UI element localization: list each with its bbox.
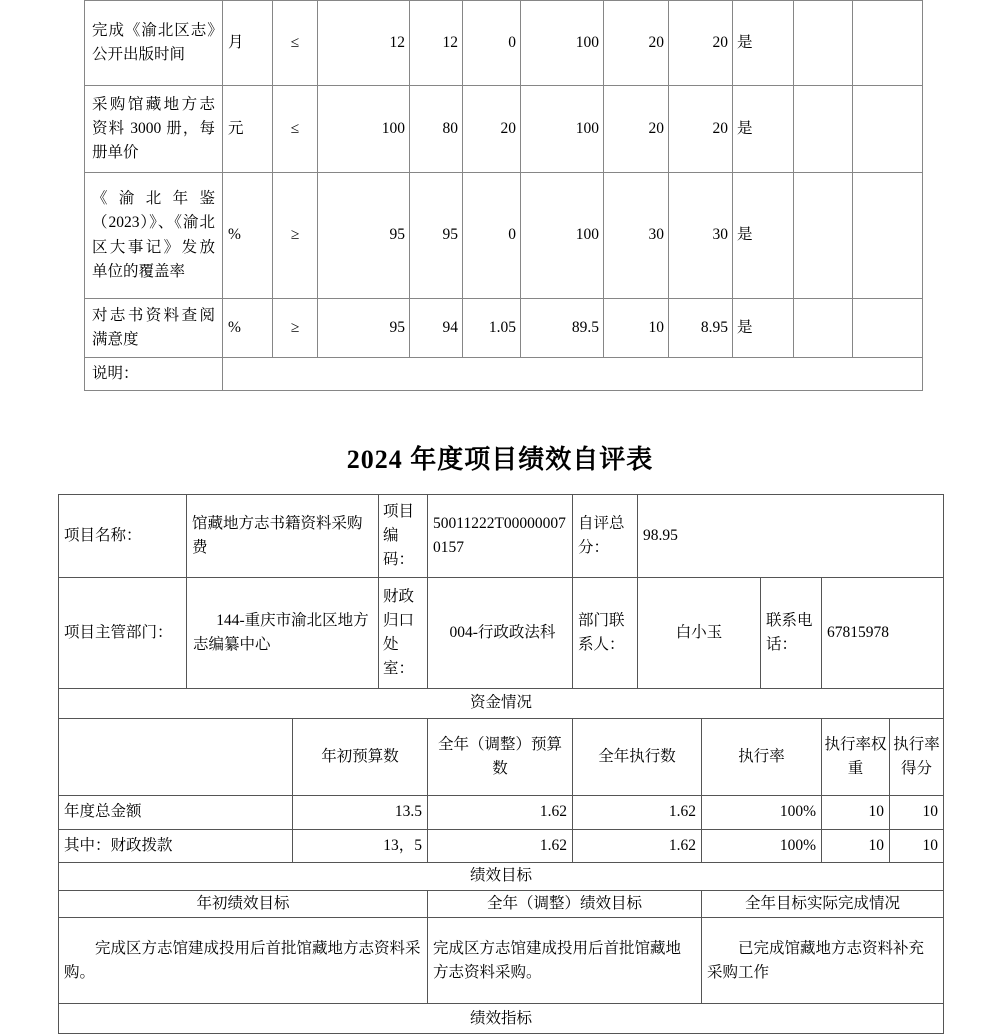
self-score-value: 98.95 xyxy=(638,495,944,578)
indicator-weight: 20 xyxy=(604,86,669,173)
funding-row-label: 其中：财政拨款 xyxy=(59,830,293,863)
project-code-label: 项目编码： xyxy=(379,495,428,578)
note-label: 说明： xyxy=(85,358,223,391)
indicator-deviation: 1.05 xyxy=(463,299,521,358)
adjusted-goal-text: 完成区方志馆建成投用后首批馆藏地方志资料采购。 xyxy=(428,918,702,1004)
execution-rate-value: 100% xyxy=(702,796,822,830)
indicator-band-row xyxy=(59,1004,944,1034)
indicator-row xyxy=(85,86,923,173)
goal-band-row xyxy=(59,863,944,891)
indicator-section-title: 绩效指标 xyxy=(59,1004,944,1034)
indicator-actual: 12 xyxy=(410,1,463,86)
contact-label: 部门联系人： xyxy=(573,578,638,689)
department-value: 144-重庆市渝北区地方志编纂中心 xyxy=(187,578,379,689)
rate-weight-value: 10 xyxy=(822,830,890,863)
header-rate-weight: 执行率权重 xyxy=(822,719,890,796)
indicator-direction: ≤ xyxy=(273,86,318,173)
empty-cell xyxy=(794,1,853,86)
indicator-row xyxy=(85,1,923,86)
empty-cell xyxy=(853,299,923,358)
goal-section-title: 绩效目标 xyxy=(59,863,944,891)
goal-header-row xyxy=(59,891,944,918)
header-adjusted-goal: 全年（调整）绩效目标 xyxy=(428,891,702,918)
actual-completion-text: 已完成馆藏地方志资料补充采购工作 xyxy=(702,918,944,1004)
note-value xyxy=(223,358,923,391)
indicator-score: 8.95 xyxy=(669,299,733,358)
indicator-target: 95 xyxy=(318,299,410,358)
indicator-target: 95 xyxy=(318,173,410,299)
phone-value: 67815978 xyxy=(822,578,944,689)
indicator-unit: % xyxy=(223,173,273,299)
indicator-deviation: 20 xyxy=(463,86,521,173)
indicator-table xyxy=(84,0,923,391)
indicator-score: 30 xyxy=(669,173,733,299)
indicator-unit: 元 xyxy=(223,86,273,173)
note-row xyxy=(85,358,923,391)
indicator-score-rate: 89.5 xyxy=(521,299,604,358)
header-rate-score: 执行率得分 xyxy=(890,719,944,796)
indicator-direction: ≥ xyxy=(273,173,318,299)
indicator-target: 100 xyxy=(318,86,410,173)
indicator-unit: 月 xyxy=(223,1,273,86)
indicator-direction: ≥ xyxy=(273,299,318,358)
indicator-deviation: 0 xyxy=(463,173,521,299)
header-executed: 全年执行数 xyxy=(573,719,702,796)
indicator-name: 采购馆藏地方志资料 3000 册，每册单价 xyxy=(85,86,223,173)
indicator-weight: 20 xyxy=(604,1,669,86)
project-name-value: 馆藏地方志书籍资料采购费 xyxy=(187,495,379,578)
indicator-achieved: 是 xyxy=(733,1,794,86)
rate-weight-value: 10 xyxy=(822,796,890,830)
initial-goal-text: 完成区方志馆建成投用后首批馆藏地方志资料采购。 xyxy=(59,918,428,1004)
indicator-achieved: 是 xyxy=(733,86,794,173)
phone-label: 联系电话： xyxy=(761,578,822,689)
indicator-name: 完成《渝北区志》公开出版时间 xyxy=(85,1,223,86)
finance-office-value: 004-行政政法科 xyxy=(428,578,573,689)
header-adjusted-budget: 全年（调整）预算数 xyxy=(428,719,573,796)
empty-cell xyxy=(794,299,853,358)
evaluation-table xyxy=(58,494,944,1034)
indicator-score-rate: 100 xyxy=(521,173,604,299)
indicator-achieved: 是 xyxy=(733,299,794,358)
empty-cell xyxy=(59,719,293,796)
empty-cell xyxy=(794,86,853,173)
indicator-name: 《渝北年鉴（2023）》、《渝北区大事记》发放单位的覆盖率 xyxy=(85,173,223,299)
project-name-row xyxy=(59,495,944,578)
department-label: 项目主管部门： xyxy=(59,578,187,689)
header-execution-rate: 执行率 xyxy=(702,719,822,796)
rate-score-value: 10 xyxy=(890,830,944,863)
finance-office-label: 财政归口处室： xyxy=(379,578,428,689)
project-code-value: 50011222T000000070157 xyxy=(428,495,573,578)
indicator-weight: 10 xyxy=(604,299,669,358)
indicator-unit: % xyxy=(223,299,273,358)
adjusted-budget-value: 1.62 xyxy=(428,796,573,830)
page-title: 2024 年度项目绩效自评表 xyxy=(346,445,654,474)
empty-cell xyxy=(853,86,923,173)
rate-score-value: 10 xyxy=(890,796,944,830)
indicator-score: 20 xyxy=(669,1,733,86)
project-name-label: 项目名称： xyxy=(59,495,187,578)
execution-rate-value: 100% xyxy=(702,830,822,863)
funding-section-title: 资金情况 xyxy=(59,689,944,719)
indicator-deviation: 0 xyxy=(463,1,521,86)
funding-row-label: 年度总金额 xyxy=(59,796,293,830)
indicator-actual: 94 xyxy=(410,299,463,358)
indicator-target: 12 xyxy=(318,1,410,86)
indicator-row xyxy=(85,299,923,358)
contact-value: 白小玉 xyxy=(638,578,761,689)
funding-band-row xyxy=(59,689,944,719)
funding-total-row xyxy=(59,796,944,830)
indicator-achieved: 是 xyxy=(733,173,794,299)
empty-cell xyxy=(853,173,923,299)
indicator-actual: 80 xyxy=(410,86,463,173)
header-actual-completion: 全年目标实际完成情况 xyxy=(702,891,944,918)
empty-cell xyxy=(853,1,923,86)
funding-header-row xyxy=(59,719,944,796)
indicator-score-rate: 100 xyxy=(521,86,604,173)
indicator-row xyxy=(85,173,923,299)
indicator-score-rate: 100 xyxy=(521,1,604,86)
initial-budget-value: 13，5 xyxy=(293,830,428,863)
indicator-weight: 30 xyxy=(604,173,669,299)
indicator-name: 对志书资料查阅满意度 xyxy=(85,299,223,358)
executed-value: 1.62 xyxy=(573,830,702,863)
initial-budget-value: 13.5 xyxy=(293,796,428,830)
department-row xyxy=(59,578,944,689)
self-score-label: 自评总分： xyxy=(573,495,638,578)
empty-cell xyxy=(794,173,853,299)
funding-fiscal-row xyxy=(59,830,944,863)
header-initial-goal: 年初绩效目标 xyxy=(59,891,428,918)
adjusted-budget-value: 1.62 xyxy=(428,830,573,863)
goal-content-row xyxy=(59,918,944,1004)
indicator-score: 20 xyxy=(669,86,733,173)
indicator-actual: 95 xyxy=(410,173,463,299)
indicator-direction: ≤ xyxy=(273,1,318,86)
header-initial-budget: 年初预算数 xyxy=(293,719,428,796)
executed-value: 1.62 xyxy=(573,796,702,830)
